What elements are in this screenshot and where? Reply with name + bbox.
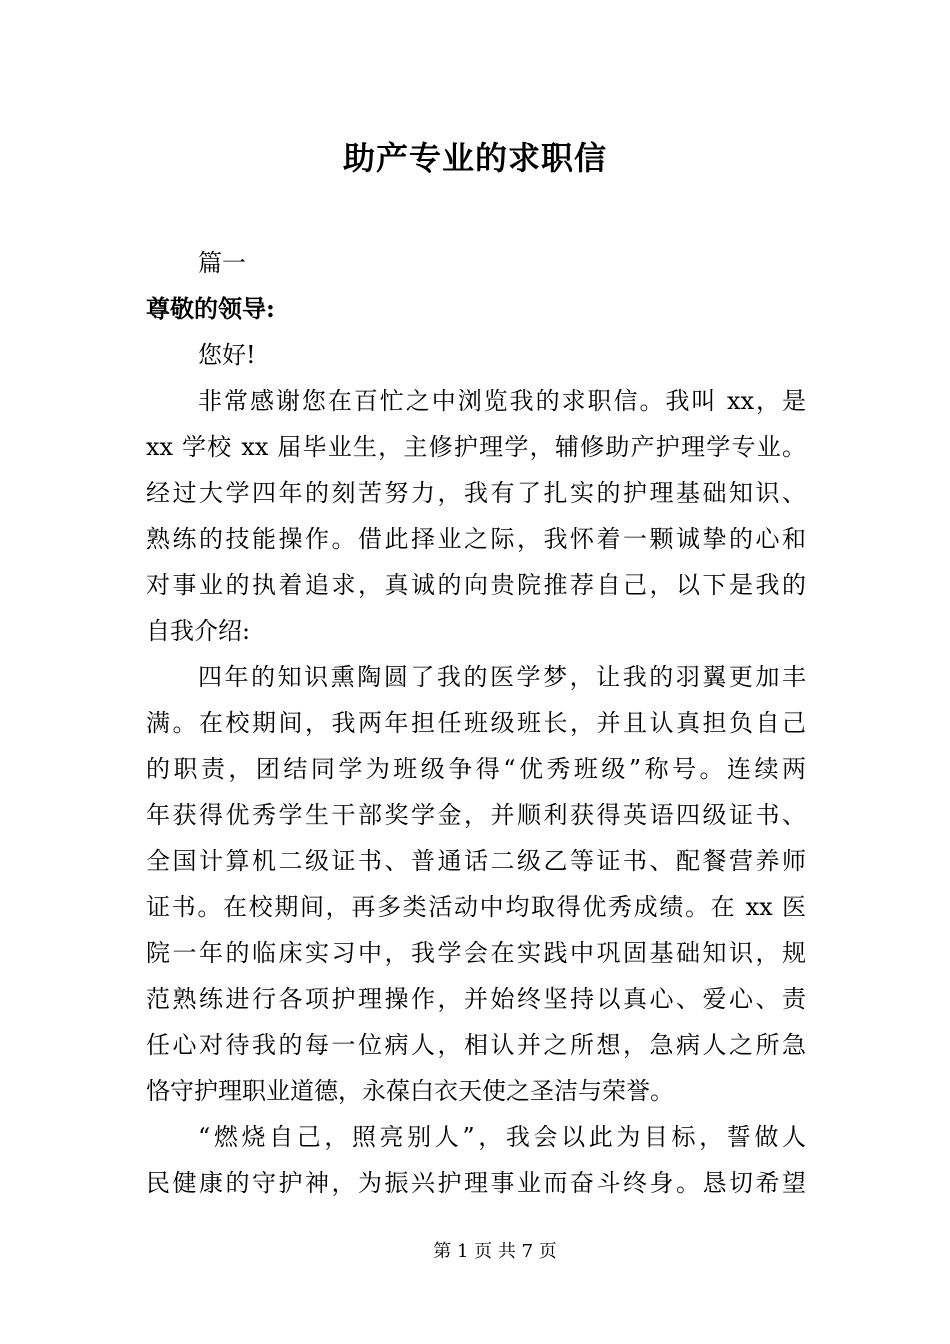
paragraph-line: 自我介绍:: [146, 617, 251, 645]
paragraph-line: 熟练的技能操作。借此择业之际，我怀着一颗诚挚的心和: [146, 525, 806, 553]
paragraph-line: 的职责，团结同学为班级争得“优秀班级”称号。连续两: [146, 755, 806, 783]
paragraph-line: 院一年的临床实习中，我学会在实践中巩固基础知识，规: [146, 939, 806, 967]
salutation: 尊敬的领导:: [146, 294, 275, 323]
document-body: [146, 240, 806, 1206]
paragraph-line: 满。在校期间，我两年担任班级班长，并且认真担负自己: [146, 709, 806, 737]
paragraph-line: 年获得优秀学生干部奖学金，并顺利获得英语四级证书、: [146, 801, 806, 829]
paragraph-line: 全国计算机二级证书、普通话二级乙等证书、配餐营养师: [146, 847, 806, 875]
paragraph-line: xx 学校 xx 届毕业生，主修护理学，辅修助产护理学专业。: [146, 433, 806, 461]
paragraph-2: [146, 654, 806, 1114]
paragraph-1: [146, 378, 806, 654]
paragraph-line: 任心对待我的每一位病人，相认并之所想，急病人之所急: [146, 1031, 806, 1059]
section-label: 篇一: [198, 249, 246, 277]
paragraph-3: [146, 1114, 806, 1206]
paragraph-line: 经过大学四年的刻苦努力，我有了扎实的护理基础知识、: [146, 479, 806, 507]
document-title: 助产专业的求职信: [342, 139, 607, 177]
paragraph-line: 恪守护理职业道德，永葆白衣天使之圣洁与荣誉。: [146, 1077, 674, 1105]
paragraph-line: 范熟练进行各项护理操作，并始终坚持以真心、爱心、责: [146, 985, 806, 1013]
paragraph-line: 非常感谢您在百忙之中浏览我的求职信。我叫 xx，是: [198, 387, 806, 415]
paragraph-line: 民健康的守护神，为振兴护理事业而奋斗终身。恳切希望: [146, 1169, 806, 1197]
page-footer: 第 1 页 共 7 页: [433, 1241, 557, 1262]
paragraph-line: 证书。在校期间，再多类活动中均取得优秀成绩。在 xx 医: [146, 893, 806, 921]
paragraph-line: “燃烧自己，照亮别人”，我会以此为目标，誓做人: [198, 1123, 806, 1151]
paragraph-line: 对事业的执着追求，真诚的向贵院推荐自己，以下是我的: [146, 571, 806, 599]
greeting: 您好!: [198, 341, 256, 369]
paragraph-line: 四年的知识熏陶圆了我的医学梦，让我的羽翼更加丰: [198, 663, 806, 691]
